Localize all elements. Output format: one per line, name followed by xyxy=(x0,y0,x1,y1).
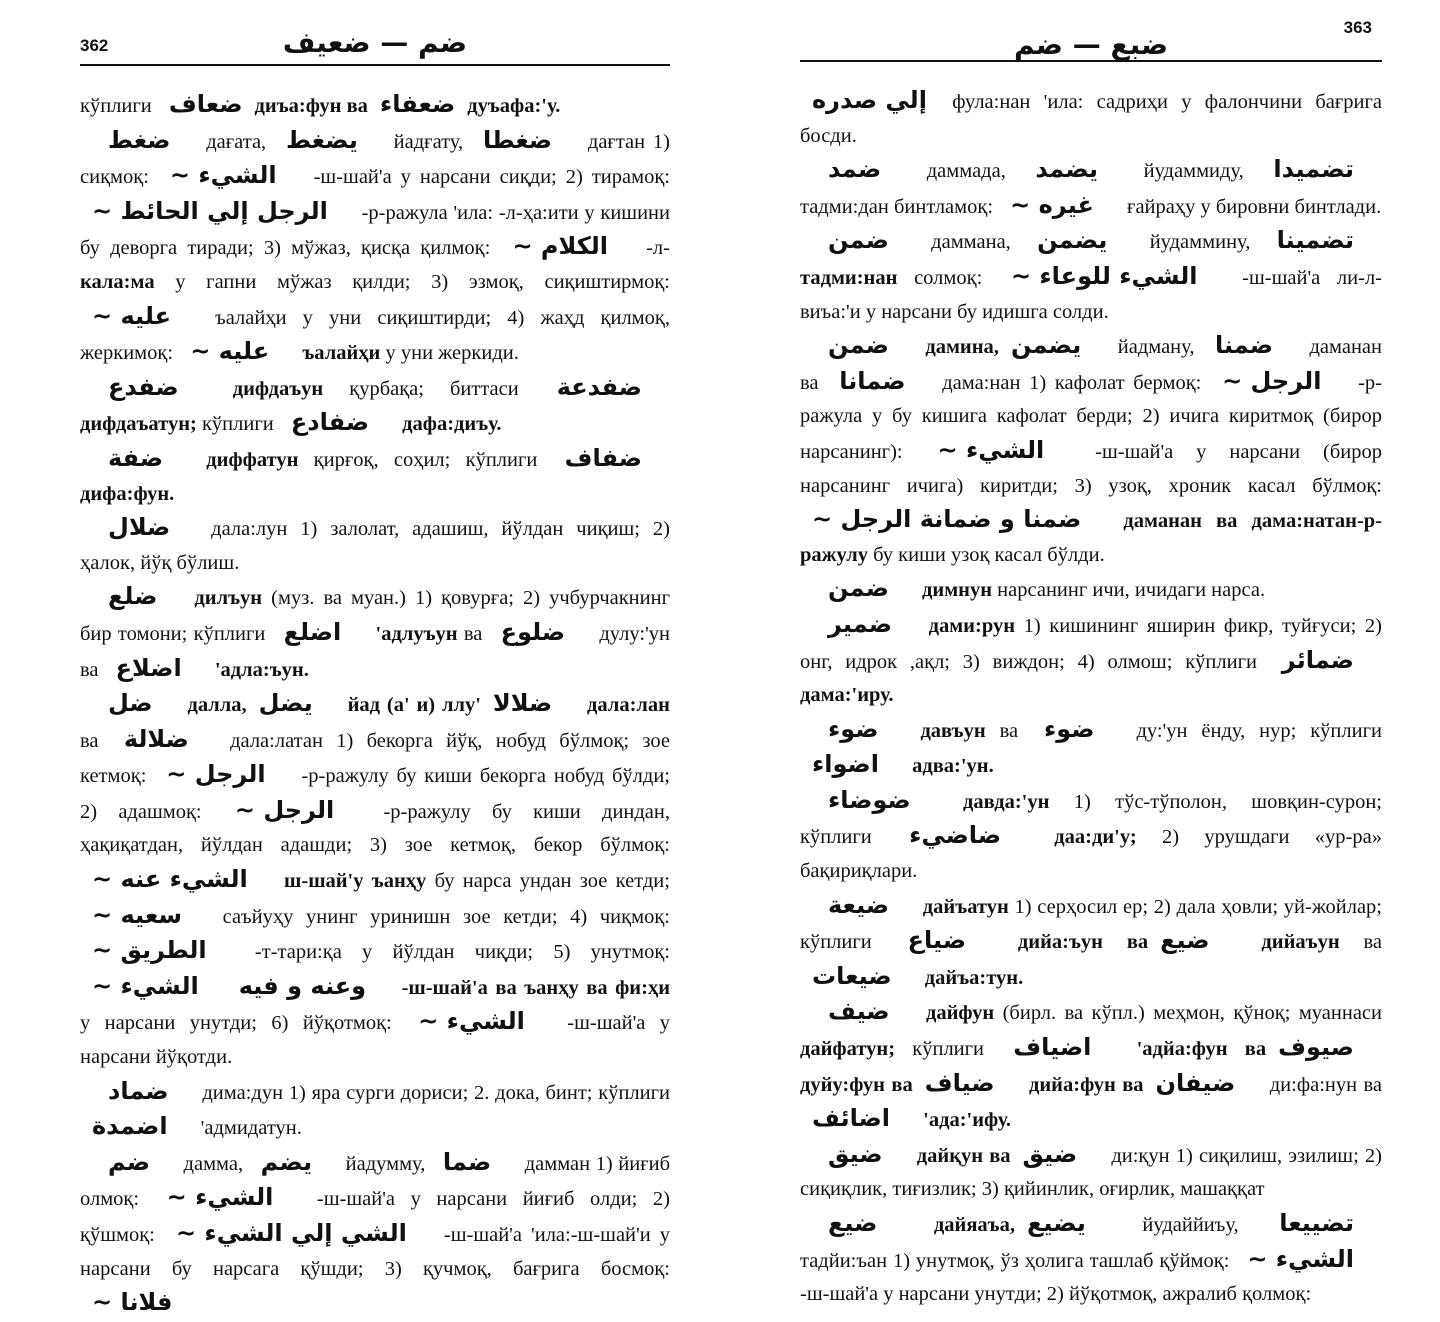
dictionary-entry xyxy=(80,442,670,511)
definition-text: дағтан 1) сиқмоқ: xyxy=(80,130,670,189)
definition-text: 'адмидатун. xyxy=(195,1117,302,1140)
definition-text: дама:нан 1) кафолат бермоқ: xyxy=(933,371,1211,394)
transliteration: тадми:нан xyxy=(800,266,898,289)
definition-text: бу нарса ундан зое кетди; xyxy=(426,870,670,893)
arabic-word: اضائف xyxy=(812,1104,891,1133)
arabic-word: ضلال xyxy=(108,513,171,542)
dictionary-entry xyxy=(80,1146,670,1322)
definition-text: йадману, xyxy=(1109,336,1203,359)
arabic-word: اضلع xyxy=(283,617,342,646)
dictionary-entry xyxy=(800,608,1382,713)
arabic-word: ضمنا و ضمانة الرجل ~ xyxy=(812,505,1082,534)
arabic-word: اضلاع xyxy=(115,653,182,682)
definition-text: -ш-шай'а у нарсани сиқди; 2) тирамоқ: xyxy=(304,166,670,189)
definition-text: солмоқ: xyxy=(897,266,999,289)
dictionary-entry xyxy=(800,1207,1382,1312)
transliteration: дифа:фун. xyxy=(80,482,175,505)
dictionary-entry xyxy=(800,713,1382,784)
arabic-word: ضمنا xyxy=(1214,331,1274,360)
arabic-word: الشيء ~ xyxy=(418,1007,525,1036)
running-header xyxy=(80,18,670,66)
definition-text: ду:'ун ёнду, нур; кўплиги xyxy=(1122,719,1382,742)
dictionary-entry xyxy=(800,84,1382,153)
arabic-word: ضياع xyxy=(907,926,967,955)
transliteration: дайфатун; xyxy=(800,1038,896,1061)
definition-text: даммана, xyxy=(916,231,1026,254)
definition-text: қурбақа; биттаси xyxy=(323,377,545,400)
arabic-word: عليه ~ xyxy=(92,301,172,330)
definition-text: -ш-шай'а у нарсани йўқотди. xyxy=(80,1012,670,1069)
page-number: 363 xyxy=(1343,18,1372,37)
definition-text: дамман 1) йиғиб олмоқ: xyxy=(80,1152,671,1211)
transliteration: адва:'ун. xyxy=(906,755,994,778)
arabic-word: الرجل ~ xyxy=(1222,366,1322,395)
definition-text: у уни жеркиди. xyxy=(380,342,519,365)
dictionary-entry xyxy=(80,687,670,1075)
dictionary-entry xyxy=(80,511,670,580)
arabic-word: تضييعا xyxy=(1279,1209,1355,1237)
definition-text: йадғату, xyxy=(385,130,471,153)
definition-text: ди:қун 1) сиқилиш, эзилиш; 2) сиқиқлик, тиғизлик; 3) қийинлик, оғирлик, машаққат xyxy=(800,1144,1382,1201)
dictionary-entry xyxy=(80,371,670,442)
definition-text: дима:дун 1) яра сурги дориси; 2. дока, бинт; кўплиги xyxy=(196,1081,670,1104)
transliteration: 'ада:'ифу. xyxy=(918,1109,1012,1132)
definition-text: йудаммину, xyxy=(1135,231,1265,254)
transliteration: диффатун xyxy=(191,448,299,471)
definition-text: -р-ражула 'ила: -л-ҳа:ити у кишини бу деворга тиради; 3) мўжаз, қисқа қилмоқ: xyxy=(80,201,670,260)
definition-text: ва xyxy=(80,729,112,752)
definition-text: у гапни мўжаз қилди; 3) эзмоқ, сиқиштирмоқ: xyxy=(154,270,670,293)
running-head-title: ضم — ضعيف xyxy=(282,26,468,59)
transliteration: дайяаъа, xyxy=(905,1214,1016,1236)
definition-text: кўплиги xyxy=(80,95,157,117)
arabic-word: ضاضيء xyxy=(909,821,1002,850)
dictionary-entry xyxy=(800,572,1382,608)
definition-text: -ш-шай'а ли-л-виъа:'и у нарсани бу идишга солди. xyxy=(800,266,1382,323)
arabic-word: ضعفاء xyxy=(379,90,456,118)
transliteration: дайъатун xyxy=(917,895,1009,918)
arabic-word: صيوف xyxy=(1278,1033,1354,1062)
transliteration: дайфун xyxy=(917,1002,995,1025)
right-page xyxy=(720,0,1440,1306)
arabic-word: ضفدعة xyxy=(556,372,642,401)
definition-text: кўплиги xyxy=(196,413,279,436)
arabic-word: ضعاف xyxy=(168,90,243,118)
arabic-word: ضوء xyxy=(828,714,879,743)
definition-text: тадйи:ъан 1) унутмоқ, ўз ҳолига ташлаб қўймоқ: xyxy=(800,1249,1236,1272)
arabic-word: يضل xyxy=(258,689,313,718)
transliteration: кала:ма xyxy=(80,270,155,293)
arabic-word: إلي صدره xyxy=(812,86,927,114)
definition-text: -т-тари:қа у йўлдан чиқди; 5) унутмоқ: xyxy=(234,941,670,964)
arabic-word: ضيف xyxy=(828,997,890,1026)
definition-text: ғайраҳу у бировни бинтлади. xyxy=(1121,195,1382,218)
arabic-word: ضلالة xyxy=(123,724,189,753)
arabic-word: الرجل إلي الحائط ~ xyxy=(92,196,328,225)
dictionary-entry xyxy=(800,224,1382,329)
transliteration: дилъун xyxy=(185,587,263,610)
arabic-word: الشيء ~ xyxy=(169,161,277,190)
arabic-word: الكلام ~ xyxy=(512,232,608,261)
dictionary-entry xyxy=(800,1138,1382,1207)
arabic-word: ضفدع xyxy=(108,372,179,401)
arabic-word: ضمير xyxy=(828,609,893,638)
arabic-word: الرجل ~ xyxy=(166,760,266,789)
transliteration: дафа:диъу. xyxy=(397,413,502,436)
definition-text: (бирл. ва кўпл.) меҳмон, қўноқ; муаннаси xyxy=(994,1002,1382,1025)
definition-text: у нарсани унутди; 6) йўқотмоқ: xyxy=(80,1012,407,1035)
definition-text: тадми:дан бинтламоқ: xyxy=(800,195,999,218)
arabic-word: ضمائر xyxy=(1281,645,1354,674)
arabic-word: الشيء ~ xyxy=(937,435,1045,464)
arabic-word: الشيء ~ xyxy=(92,971,199,1000)
arabic-word: ضياف xyxy=(924,1068,995,1097)
arabic-word: ضلع xyxy=(108,582,158,611)
arabic-word: يضيع xyxy=(1027,1209,1086,1237)
running-head-title: ضبع — ضم xyxy=(1013,28,1169,61)
definition-text: ди:фа:нун ва xyxy=(1263,1073,1382,1096)
definition-text: -р-ражулу бу киши диндан, ҳақиқатдан, йўлдан адашди; 3) зое кетмоқ, бекор бўлмоқ: xyxy=(80,800,671,857)
transliteration: 'адйа:фун ва xyxy=(1119,1038,1267,1061)
arabic-word: تضمينا xyxy=(1276,226,1354,255)
transliteration: даманан ва дама:натан-р-ражулу xyxy=(800,510,1382,566)
transliteration: дами:рун xyxy=(920,614,1016,637)
definition-text: ъалайҳи у уни сиқиштирди; 4) жаҳд қилмоқ, жеркимоқ: xyxy=(80,306,670,365)
dictionary-entry xyxy=(800,153,1382,224)
arabic-word: ضلالا xyxy=(492,689,553,718)
arabic-word: يضمد xyxy=(1035,155,1099,184)
arabic-word: فلانا ~ xyxy=(92,1288,173,1317)
transliteration: дийа:фун ва xyxy=(1022,1073,1144,1096)
transliteration: 'адла:ъун. xyxy=(209,658,309,681)
transliteration: дайъа:тун. xyxy=(919,966,1024,989)
arabic-word: ضم xyxy=(108,1147,151,1176)
arabic-word: ضيعة xyxy=(828,890,890,919)
transliteration: 'адлуъун xyxy=(369,622,458,645)
transliteration: ъалайҳи xyxy=(297,342,381,365)
entry-column xyxy=(80,88,670,1322)
transliteration: давъун xyxy=(906,719,986,742)
arabic-word: الشيء ~ xyxy=(1247,1244,1354,1273)
definition-text: бу киши узоқ касал бўлди. xyxy=(868,543,1105,566)
definition-text: йудаййиъу, xyxy=(1113,1214,1268,1236)
definition-text: йудаммиду, xyxy=(1126,160,1262,183)
page-number: 362 xyxy=(80,36,109,55)
running-header xyxy=(800,14,1382,62)
definition-text: -л- xyxy=(635,237,670,260)
transliteration: дама:'иру. xyxy=(800,684,894,707)
definition-text: 1) серҳосил ер; 2) дала ҳовли; уй-жойлар; кўплиги xyxy=(800,895,1383,954)
transliteration: дамина, xyxy=(916,336,999,359)
arabic-word: ضيفان xyxy=(1155,1068,1236,1097)
transliteration: дийа:ъун ва xyxy=(994,931,1149,954)
arabic-word: الشيء للوعاء ~ xyxy=(1010,261,1198,290)
definition-text: -ш-шай'а у нарсани йиғиб олди; 2) қўшмоқ: xyxy=(80,1188,670,1246)
arabic-word: ضمن xyxy=(828,226,889,255)
arabic-word: ضغط xyxy=(108,125,171,154)
arabic-word: عليه ~ xyxy=(190,337,270,366)
definition-text: ва xyxy=(985,719,1032,742)
dictionary-entry xyxy=(80,580,670,687)
arabic-word: ضمن xyxy=(828,331,889,360)
transliteration: димнун xyxy=(916,579,993,602)
arabic-word: يضغط xyxy=(285,125,358,154)
arabic-word: ضفادع xyxy=(290,408,370,437)
definition-text: дағата, xyxy=(198,130,274,153)
definition-text: -ш-шай'а у нарсани (бирор нарсанинг ичига) киритди; 3) узоқ, хроник касал бўлмоқ: xyxy=(800,440,1382,497)
arabic-word: ضمد xyxy=(828,155,882,184)
arabic-word: ضفة xyxy=(108,443,164,472)
arabic-word: الشي إلي الشيء ~ xyxy=(175,1219,407,1247)
arabic-word: ضمن xyxy=(828,574,889,603)
arabic-word: وعنه و فيه xyxy=(238,971,367,1000)
definition-text: (муз. ва муан.) 1) қовурға; 2) учбурчакнинг бир томони; кўплиги xyxy=(80,587,671,645)
transliteration: ш-шай'у ъанҳу xyxy=(275,870,427,893)
definition-text: қирғоқ, соҳил; кўплиги xyxy=(298,448,553,471)
arabic-word: ضيق xyxy=(828,1139,883,1168)
transliteration: давда:'ун xyxy=(938,790,1050,813)
dictionary-entry xyxy=(80,1075,670,1146)
arabic-word: تضميدا xyxy=(1273,155,1354,184)
arabic-word: اضواء xyxy=(812,750,879,779)
definition-text: ва xyxy=(457,622,489,645)
definition-text: фула:нан 'ила: садриҳи у фалончини бағрига босди. xyxy=(800,91,1382,147)
arabic-word: ضماد xyxy=(108,1076,169,1105)
arabic-word: الرجل ~ xyxy=(234,795,335,824)
dictionary-entry xyxy=(800,784,1382,889)
definition-text: -ш-шай'а у нарсани унутди; 2) йўқотмоқ, ажралиб қолмоқ: xyxy=(800,1283,1312,1306)
transliteration: дуйу:фун ва xyxy=(800,1073,913,1096)
transliteration: дийаъун xyxy=(1237,931,1340,954)
dictionary-entry xyxy=(800,329,1382,572)
definition-text: саъйуҳу унинг уринишн зое кетди; 4) чиқмоқ: xyxy=(209,905,670,928)
arabic-word: ضلوع xyxy=(500,617,566,646)
definition-text: 2) урушдаги «ур-ра» бақириқлари. xyxy=(800,826,1382,883)
definition-text: дала:латан 1) бекорга йўқ, нобуд бўлмоқ; зое кетмоқ: xyxy=(80,729,670,788)
definition-text: 1) тўс-тўполон, шовқин-сурон; кўплиги xyxy=(800,790,1382,849)
definition-text: нарсанинг ичи, ичидаги нарса. xyxy=(992,579,1266,602)
definition-text: йадумму, xyxy=(340,1152,431,1175)
left-page xyxy=(0,0,720,1317)
entry-column xyxy=(800,84,1382,1312)
arabic-word: ضيع xyxy=(828,1209,878,1237)
dictionary-entry xyxy=(800,995,1382,1137)
transliteration: дифдаъатун; xyxy=(80,413,197,436)
arabic-word: ضفاف xyxy=(564,443,642,472)
definition-text: даммада, xyxy=(909,160,1024,183)
arabic-word: ضيق xyxy=(1022,1139,1078,1168)
arabic-word: ضغطا xyxy=(482,125,553,154)
arabic-word: ضوضاء xyxy=(828,785,911,814)
definition-text: ва xyxy=(1339,931,1382,954)
transliteration: дифдаъун xyxy=(206,377,324,400)
arabic-word: ضيع xyxy=(1160,926,1210,955)
arabic-word: اضمدة xyxy=(92,1112,168,1141)
transliteration: -ш-шай'а ва ъанҳу ва фи:ҳи xyxy=(394,976,670,999)
arabic-word: يضمن xyxy=(1010,331,1082,360)
definition-text: 1) кишининг яширин фикр, туйғуси; 2) онг, идрок ,ақл; 3) виждон; 4) олмош; кўплиги xyxy=(800,614,1382,673)
definition-text: -р-ражула у бу кишига кафолат берди; 2) ичига киритмоқ (бирор нарсанинг): xyxy=(800,371,1383,463)
transliteration: дуъафа:'у. xyxy=(467,95,561,117)
definition-text: -р-ражулу бу киши бекорга нобуд бўлди; 2) адашмоқ: xyxy=(80,765,671,823)
dictionary-entry xyxy=(80,124,670,371)
transliteration: даа:ди'у; xyxy=(1029,826,1137,849)
arabic-word: سعيه ~ xyxy=(92,900,182,929)
definition-text: даманан ва xyxy=(800,336,1382,394)
arabic-word: الطريق ~ xyxy=(92,936,207,965)
arabic-word: غيره ~ xyxy=(1010,190,1094,219)
arabic-word: الشيء ~ xyxy=(166,1183,274,1212)
arabic-word: الشيء عنه ~ xyxy=(92,865,248,894)
arabic-word: ضل xyxy=(108,689,153,718)
definition-text: дулу:'ун ва xyxy=(80,622,670,681)
arabic-word: ضيعات xyxy=(812,961,892,990)
arabic-word: ضما xyxy=(442,1147,492,1176)
arabic-word: يضمن xyxy=(1037,226,1108,255)
transliteration: дайқун ва xyxy=(910,1144,1011,1167)
dictionary-entry xyxy=(800,889,1382,996)
definition-text: дала:лун 1) залолат, адашиш, йўлдан чиқиш; 2) ҳалок, йўқ бўлиш. xyxy=(80,518,670,574)
definition-text: кўплиги xyxy=(895,1038,1002,1061)
dictionary-entry xyxy=(80,88,670,124)
arabic-word: يضم xyxy=(260,1147,313,1176)
definition-text: дамма, xyxy=(178,1152,249,1175)
transliteration: диъа:фун ва xyxy=(254,95,368,117)
arabic-word: اضياف xyxy=(1013,1033,1092,1062)
definition-text: -ш-шай'а 'ила:-ш-шай'и у нарсани бу нарсага қўшди; 3) қучмоқ, бағрига босмоқ: xyxy=(80,1224,671,1280)
arabic-word: ضمانا xyxy=(839,366,906,395)
transliteration: далла, xyxy=(180,694,247,717)
arabic-word: ضوء xyxy=(1044,714,1095,743)
transliteration: йад (а' и) ллу' xyxy=(340,694,481,717)
transliteration: дала:лан xyxy=(580,694,670,717)
